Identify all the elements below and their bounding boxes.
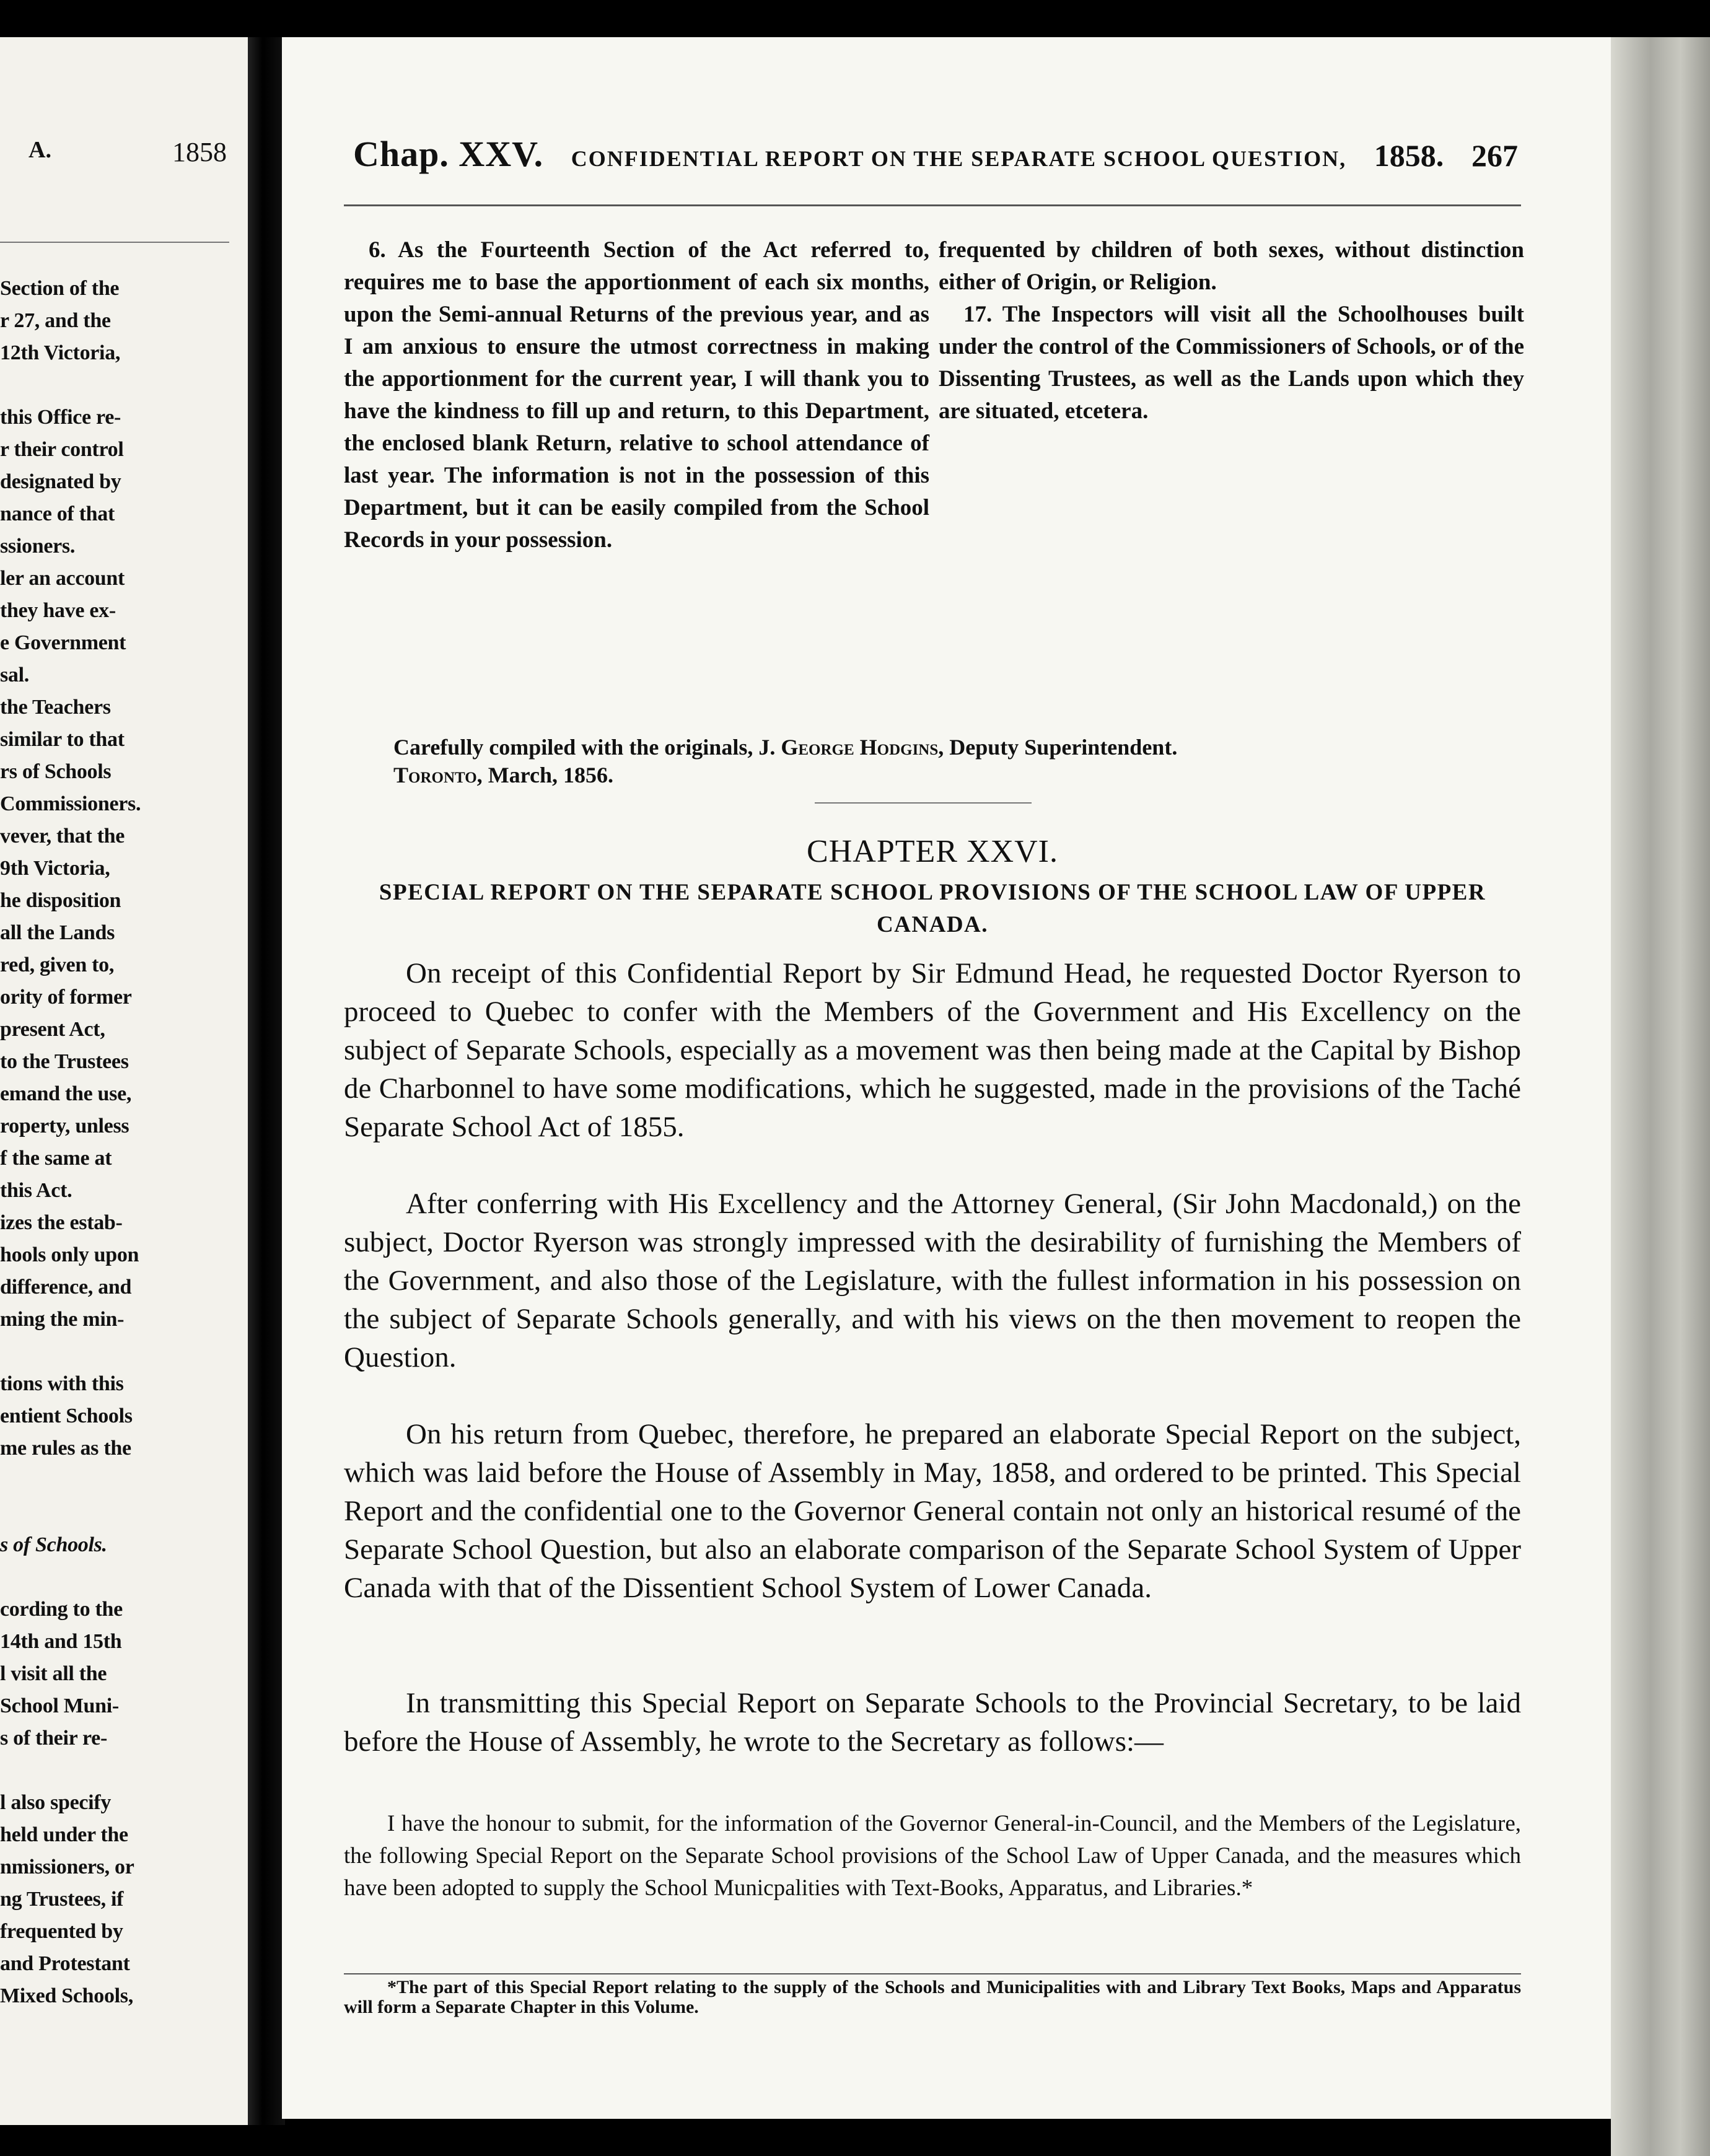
- compiled-note: [393, 732, 1524, 762]
- left-page-line: [0, 1497, 180, 1529]
- chapter-subtitle: SPECIAL REPORT ON THE SEPARATE SCHOOL PROVISIONS OF THE SCHOOL LAW OF UPPER CANADA.: [379, 880, 1486, 937]
- left-page-line: [0, 498, 180, 530]
- left-page-line: [0, 1078, 180, 1110]
- left-facing-page: [0, 37, 252, 2125]
- left-line-text: difference, and: [0, 1276, 132, 1299]
- left-page-line: [0, 1722, 180, 1755]
- footnote: [344, 1978, 1521, 2017]
- left-page-line: [0, 1787, 180, 1819]
- paragraph-6: 6. As the Fourteenth Section of the Act referred to, requires me to base the apportionment of each six months, upon the Semi-annual Returns of the previous year, and as I am anxious to ensure the utmost correctness in making the apportionment for the current year, I will thank you to have the kindness to fill up and return, to this Department, the enclosed blank Return, relative to school attendance of last year. The information is not in the possession of this Department, but it can be easily compiled from the School Records in your possession.: [344, 237, 929, 553]
- left-page-line: [0, 1046, 180, 1078]
- body-paragraph: [344, 954, 1521, 1146]
- body-paragraph: [344, 1684, 1521, 1761]
- left-line-text: cording to the: [0, 1598, 123, 1621]
- left-page-line: [0, 1304, 180, 1336]
- compiler-name: George Hodgins,: [781, 735, 944, 760]
- paragraph-16-end: frequented by children of both sexes, without distinction either of Origin, or Religion.: [939, 237, 1524, 295]
- left-page-line: [0, 1690, 180, 1722]
- header-title: CONFIDENTIAL REPORT ON THE SEPARATE SCHOOL QUESTION,: [571, 146, 1347, 171]
- left-header-year: 1858: [172, 137, 227, 167]
- left-page-line: [0, 1110, 180, 1142]
- left-line-text: frequented by: [0, 1920, 123, 1943]
- left-page-line: [0, 1626, 180, 1658]
- left-page-line: [0, 659, 180, 691]
- left-page-line: [0, 1432, 180, 1465]
- compiled-suffix: Deputy Superintendent.: [949, 735, 1178, 760]
- left-line-text: entient Schools: [0, 1404, 133, 1427]
- section-divider: [815, 802, 1032, 804]
- left-line-text: ssioners.: [0, 535, 76, 558]
- left-line-text: rs of Schools: [0, 760, 112, 783]
- compiled-date: March, 1856.: [488, 763, 613, 787]
- left-line-text: l also specify: [0, 1791, 112, 1814]
- header-rule: [344, 204, 1521, 206]
- compiled-place: Toronto,: [393, 763, 483, 787]
- left-line-text: Section of the: [0, 277, 120, 300]
- left-line-text: red, given to,: [0, 953, 115, 976]
- left-page-line: [0, 756, 180, 788]
- left-line-text: 14th and 15th: [0, 1630, 122, 1653]
- left-page-line: [0, 1883, 180, 1916]
- left-line-text: 12th Victoria,: [0, 341, 121, 364]
- compiled-dateline: [393, 762, 613, 788]
- left-line-text: they have ex-: [0, 599, 116, 622]
- left-page-line: [0, 1980, 180, 2012]
- left-line-text: r 27, and the: [0, 309, 111, 332]
- left-page-line: [0, 691, 180, 724]
- left-page-line: [0, 1142, 180, 1175]
- left-line-text: l visit all the: [0, 1662, 107, 1685]
- left-line-text: all the Lands: [0, 921, 115, 944]
- footnote-text: *The part of this Special Report relating to the supply of the Schools and Municipalities with and Library Text Books, Maps and Apparatus will form a Separate Chapter in this Volume.: [344, 1977, 1521, 2017]
- left-line-text: this Act.: [0, 1179, 72, 1202]
- left-page-line: [0, 305, 180, 337]
- left-page-line: [0, 273, 180, 305]
- left-page-line: [0, 885, 180, 917]
- left-page-line: [0, 1239, 180, 1271]
- left-column: [344, 234, 929, 556]
- right-column: [939, 234, 1524, 427]
- left-line-text: and Protestant: [0, 1952, 130, 1975]
- left-line-text: roperty, unless: [0, 1115, 129, 1137]
- left-line-text: vever, that the: [0, 825, 125, 848]
- left-page-line: [0, 1561, 180, 1593]
- left-line-text: tions with this: [0, 1372, 124, 1395]
- body-paragraph-3: On his return from Quebec, therefore, he prepared an elaborate Special Report on the subject, which was laid before the House of Assembly in May, 1858, and ordered to be printed. This Special Report and the confidential one to the Governor General contain not only an historical resumé of the Separate School Question, but also an elaborate comparison of the Separate School System of Upper Canada with that of the Dissentient School System of Lower Canada.: [344, 1418, 1521, 1604]
- left-page-line: [0, 1368, 180, 1400]
- left-line-text: sal.: [0, 664, 29, 686]
- body-paragraph-1: On receipt of this Confidential Report by Sir Edmund Head, he requested Doctor Ryerson to proceed to Quebec to confer with the Members of the Government and His Excellency on the subject of Separate Schools, especially as a movement was then being made at the Capital by Bishop de Charbonnel to have some modifications, which he suggested, made in the provisions of the Taché Separate School Act of 1855.: [344, 957, 1521, 1143]
- body-paragraph-4: In transmitting this Special Report on Separate Schools to the Provincial Secretary, to be laid before the House of Assembly, he wrote to the Secretary as follows:—: [344, 1687, 1521, 1758]
- left-page-line: [0, 530, 180, 563]
- left-page-line: [0, 1948, 180, 1980]
- left-line-text: f the same at: [0, 1147, 112, 1170]
- compiled-prefix: Carefully compiled with the originals, J.: [393, 735, 776, 760]
- left-line-text: held under the: [0, 1823, 128, 1846]
- left-line-text: Mixed Schools,: [0, 1984, 133, 2007]
- left-line-text: 9th Victoria,: [0, 857, 110, 880]
- left-line-text: nance of that: [0, 502, 115, 525]
- left-line-text: izes the estab-: [0, 1211, 123, 1234]
- left-page-header: [28, 136, 227, 168]
- left-line-text: the Teachers: [0, 696, 111, 719]
- left-line-text: r their control: [0, 438, 124, 461]
- left-page-line: [0, 1271, 180, 1304]
- left-line-text: emand the use,: [0, 1082, 132, 1105]
- left-page-line: [0, 1175, 180, 1207]
- left-header-rule: [0, 242, 229, 243]
- left-page-line: [0, 1658, 180, 1690]
- book-gutter: [248, 37, 285, 2125]
- left-page-line: [0, 1819, 180, 1851]
- left-line-text: ming the min-: [0, 1308, 125, 1331]
- left-page-line: [0, 337, 180, 369]
- left-line-text: present Act,: [0, 1018, 105, 1041]
- body-paragraph: [344, 1415, 1521, 1607]
- left-page-line: [0, 1755, 180, 1787]
- running-head: [353, 133, 1518, 183]
- page-edge: [1611, 37, 1710, 2156]
- left-page-line: [0, 1593, 180, 1626]
- left-page-line: [0, 852, 180, 885]
- left-page-line: [0, 788, 180, 820]
- left-page-line: [0, 434, 180, 466]
- left-line-text: he disposition: [0, 889, 121, 912]
- left-page-text: [0, 273, 180, 2012]
- main-page: [282, 37, 1620, 2119]
- left-page-line: [0, 1400, 180, 1432]
- left-line-text: similar to that: [0, 728, 125, 751]
- left-line-text: hools only upon: [0, 1243, 139, 1266]
- paragraph-17: 17. The Inspectors will visit all the Schoolhouses built under the control of the Commissioners of Schools, or of the Dissenting Trustees, as well as the Lands upon which they are situated, etcetera.: [939, 302, 1524, 424]
- left-page-line: [0, 369, 180, 401]
- left-line-text: ler an account: [0, 567, 125, 590]
- left-line-text: e Government: [0, 631, 126, 654]
- body-paragraph: [344, 1185, 1521, 1377]
- left-page-line: [0, 563, 180, 595]
- left-page-line: [0, 595, 180, 627]
- left-page-line: [0, 949, 180, 981]
- left-page-line: [0, 1916, 180, 1948]
- left-line-text: ng Trustees, if: [0, 1888, 124, 1911]
- page-number: 267: [1471, 138, 1518, 173]
- left-page-line: [0, 1014, 180, 1046]
- left-header-fragment: A.: [28, 137, 51, 163]
- left-page-line: [0, 1336, 180, 1368]
- left-line-text: s of Schools.: [0, 1533, 107, 1556]
- left-line-text: designated by: [0, 470, 121, 493]
- left-line-text: Commissioners.: [0, 792, 141, 815]
- left-line-text: nmissioners, or: [0, 1856, 134, 1878]
- left-page-line: [0, 1207, 180, 1239]
- header-year: 1858.: [1374, 138, 1444, 173]
- quote-text: I have the honour to submit, for the information of the Governor General-in-Council, and the Members of the Legislature, the following Special Report on the Separate School provisions of the School Law of Upper Canada, and the measures which have been adopted to supply the School Municpalities with Text-Books, Apparatus, and Libraries.*: [344, 1811, 1521, 1901]
- left-page-line: [0, 1529, 180, 1561]
- chapter-title: CHAPTER XXVI.: [807, 834, 1058, 869]
- left-line-text: this Office re-: [0, 406, 121, 429]
- left-line-text: s of their re-: [0, 1727, 107, 1750]
- header-chapter: Chap. XXV.: [353, 134, 544, 174]
- left-page-line: [0, 724, 180, 756]
- body-paragraph-2: After conferring with His Excellency and the Attorney General, (Sir John Macdonald,) on the subject, Doctor Ryerson was strongly impressed with the desirability of furnishing the Members of the Government, and also those of the Legislature, with the fullest information in his possession on the subject of Separate Schools generally, and with his views on the then movement to reopen the Question.: [344, 1188, 1521, 1374]
- left-page-line: [0, 1851, 180, 1883]
- left-line-text: to the Trustees: [0, 1050, 129, 1073]
- left-page-line: [0, 627, 180, 659]
- letter-quote: [344, 1808, 1521, 1904]
- left-page-line: [0, 401, 180, 434]
- left-page-line: [0, 981, 180, 1014]
- left-line-text: ority of former: [0, 986, 132, 1009]
- left-line-text: me rules as the: [0, 1437, 131, 1460]
- left-line-text: School Muni-: [0, 1694, 119, 1717]
- left-page-line: [0, 917, 180, 949]
- left-page-line: [0, 1465, 180, 1497]
- left-page-line: [0, 820, 180, 852]
- left-page-line: [0, 466, 180, 498]
- footnote-rule: [344, 1973, 1521, 1974]
